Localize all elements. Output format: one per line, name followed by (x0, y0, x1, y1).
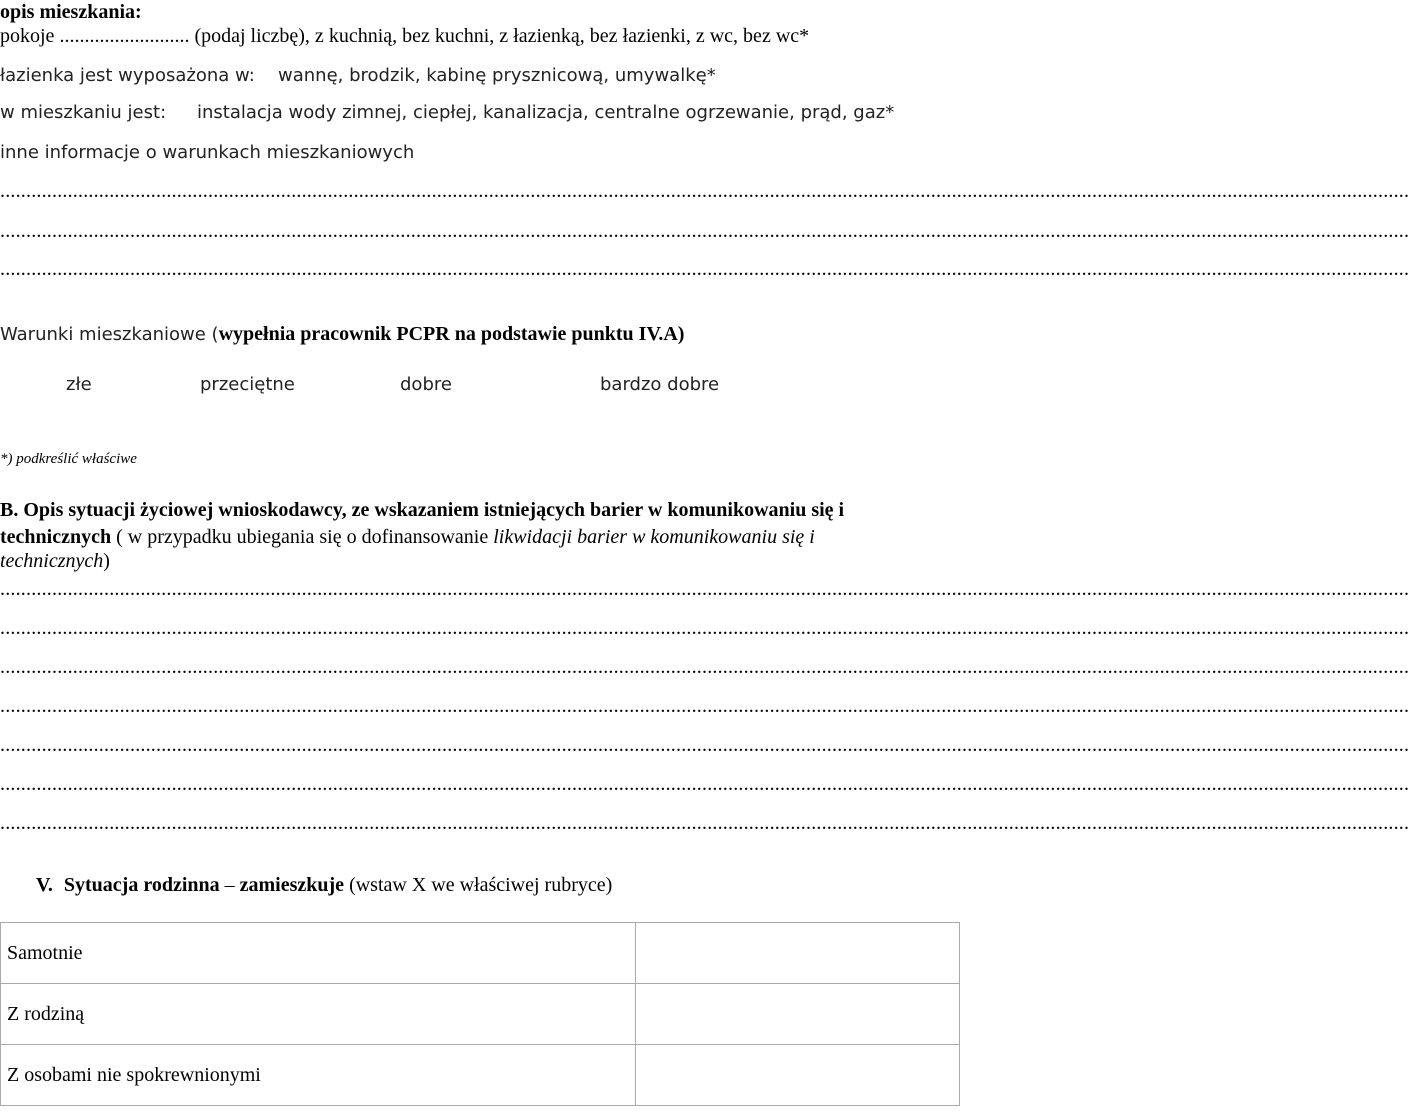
bath-label: łazienka jest wyposażona w: (0, 65, 255, 86)
section-b-line-1: B. Opis sytuacji życiowej wnioskodawcy, ze wskazaniem istniejących barier w komunikowaniu się i (0, 499, 845, 521)
section-b-line-3 (0, 551, 110, 571)
bath-options: wannę, brodzik, kabinę prysznicową, umywalkę* (278, 65, 716, 86)
section-v-rest: (wstaw X we właściwej rubryce) (344, 874, 613, 896)
dotted-line[interactable]: ............................................................................................................................................................................................................................................................................... (0, 734, 1409, 756)
conditions-bold: wypełnia pracownik PCPR na podstawie punktu IV. (218, 323, 664, 345)
conditions-heading (0, 324, 684, 344)
conditions-prefix: Warunki mieszkaniowe ( (0, 324, 219, 345)
rating-option[interactable]: przeciętne (200, 374, 295, 395)
section-v-dash: – (219, 874, 240, 896)
footnote: *) podkreślić właściwe (0, 451, 137, 467)
flat-label: w mieszkaniu jest: (0, 102, 167, 123)
dotted-line[interactable]: ............................................................................................................................................................................................................................................................................... (0, 812, 1409, 834)
dotted-line[interactable]: ............................................................................................................................................................................................................................................................................... (0, 656, 1409, 678)
rooms-options: (podaj liczbę), z kuchnią, bez kuchni, z łazienką, bez łazienki, z wc, bez wc* (189, 25, 810, 47)
checkbox-cell[interactable] (636, 1045, 960, 1106)
section-b-italic: likwidacji barier w komunikowaniu się i (493, 526, 815, 548)
row-label: Z rodziną (1, 984, 636, 1045)
rooms-label: pokoje (0, 25, 55, 47)
other-info-label: inne informacje o warunkach mieszkaniowych (0, 142, 415, 163)
rating-option[interactable]: złe (66, 374, 92, 395)
dotted-line[interactable]: ............................................................................................................................................................................................................................................................................... (0, 773, 1409, 795)
section-b-line-2 (0, 527, 815, 547)
dotted-line[interactable]: ............................................................................................................................................................................................................................................................................... (0, 578, 1409, 600)
conditions-suffix: A) (663, 323, 685, 345)
flat-options: instalacja wody zimnej, ciepłej, kanalizacja, centralne ogrzewanie, prąd, gaz* (197, 102, 895, 123)
family-situation-table (0, 922, 960, 1106)
dotted-line[interactable]: ............................................................................................................................................................................................................................................................................... (0, 180, 1409, 202)
section-b-end: ) (103, 550, 110, 572)
checkbox-cell[interactable] (636, 923, 960, 984)
dotted-line[interactable]: ............................................................................................................................................................................................................................................................................... (0, 258, 1409, 280)
rating-option[interactable]: dobre (400, 374, 452, 395)
dotted-line[interactable]: ............................................................................................................................................................................................................................................................................... (0, 220, 1409, 242)
section-v-number: V. (36, 874, 53, 896)
dotted-line[interactable]: ............................................................................................................................................................................................................................................................................... (0, 617, 1409, 639)
section-header: opis mieszkania: (0, 1, 142, 23)
row-label: Samotnie (1, 923, 636, 984)
rooms-blank[interactable]: .......................... (59, 25, 190, 47)
section-v-bold2: zamieszkuje (239, 874, 345, 896)
dotted-line[interactable]: ............................................................................................................................................................................................................................................................................... (0, 695, 1409, 717)
section-b-normal: ( w przypadku ubiegania się o dofinansowanie (111, 526, 494, 548)
checkbox-cell[interactable] (636, 984, 960, 1045)
row-label: Z osobami nie spokrewnionymi (1, 1045, 636, 1106)
section-b-italic2: technicznych (0, 550, 104, 572)
section-b-bold2: technicznych (0, 526, 112, 548)
table-row (1, 984, 960, 1045)
rooms-line (0, 26, 809, 46)
section-v-bold1: Sytuacja rodzinna (63, 874, 220, 896)
table-row (1, 923, 960, 984)
table-row (1, 1045, 960, 1106)
rating-option[interactable]: bardzo dobre (600, 374, 720, 395)
section-v-heading (36, 875, 612, 895)
